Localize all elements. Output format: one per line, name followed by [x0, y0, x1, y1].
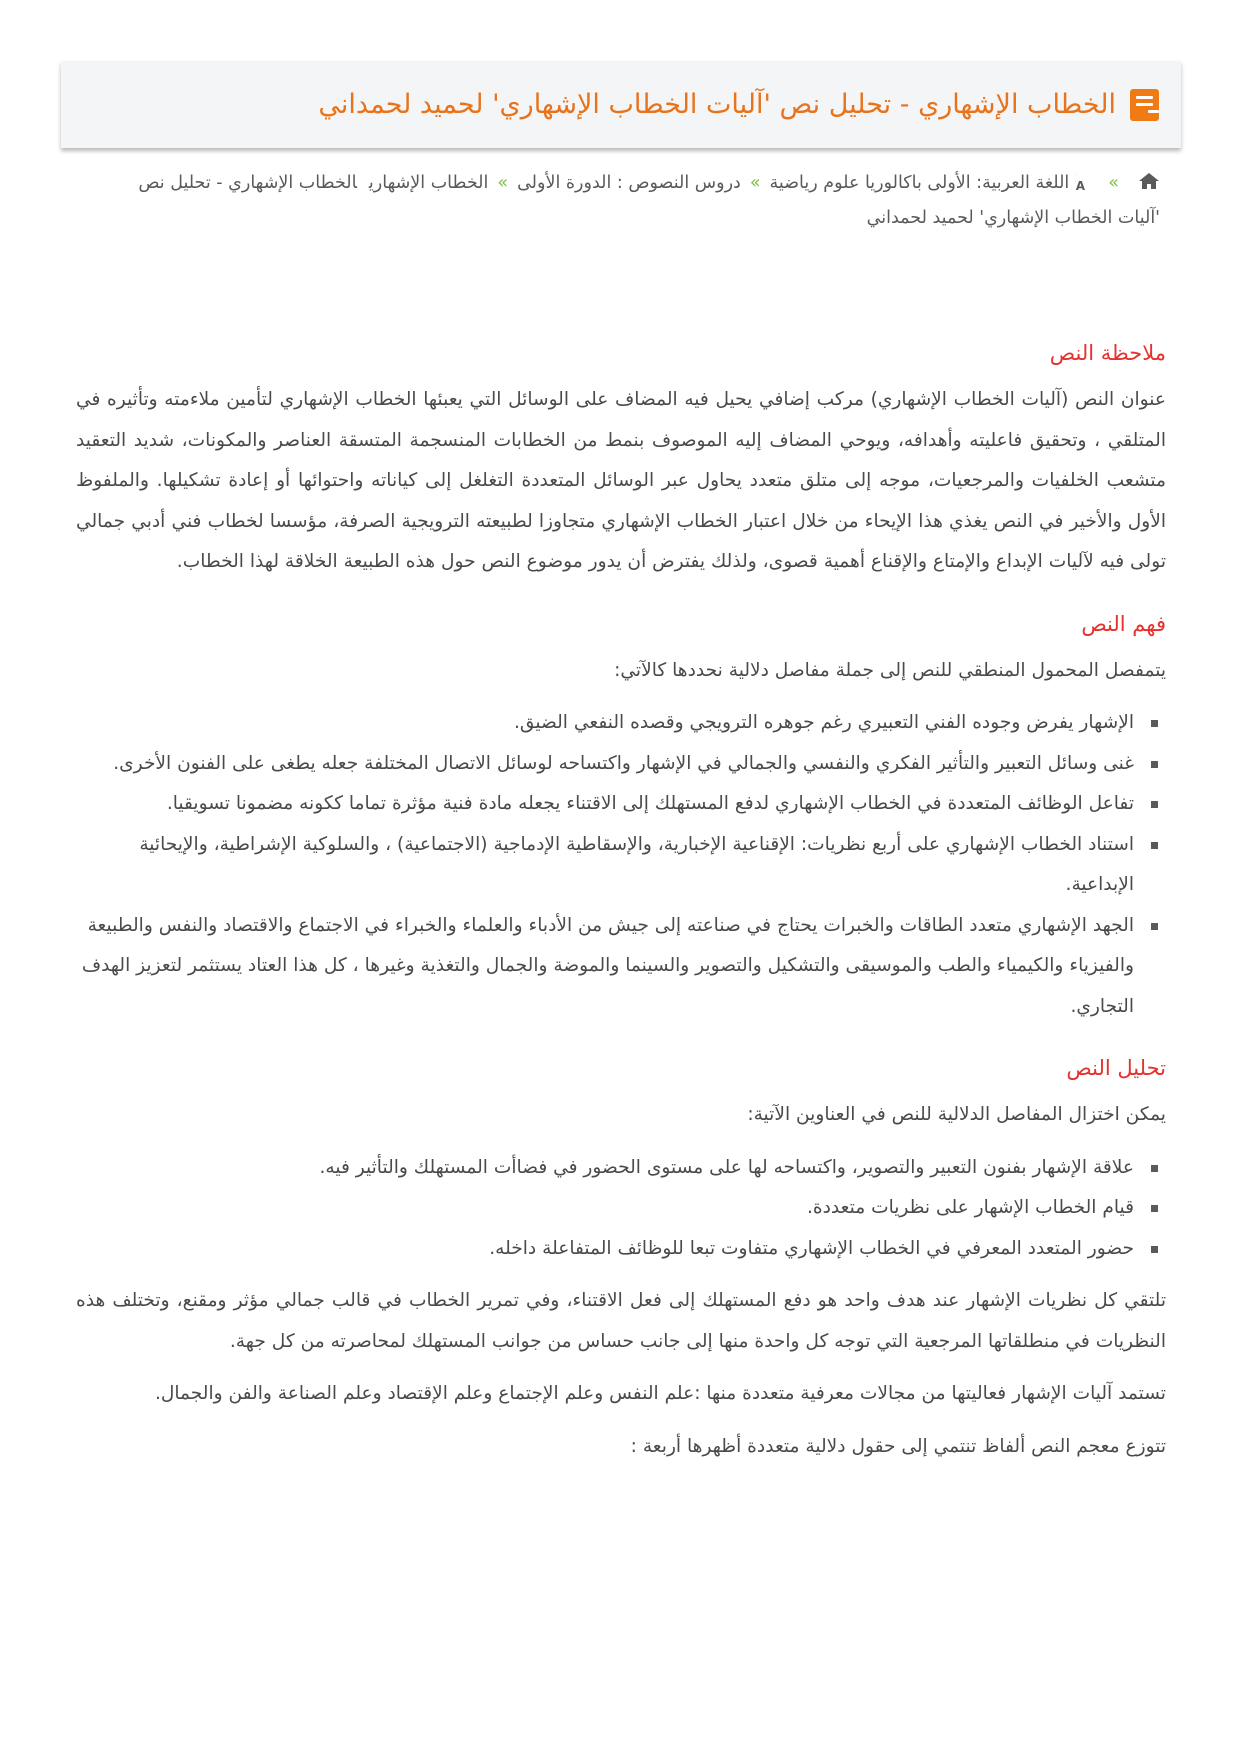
translate-icon: [1075, 170, 1099, 192]
breadcrumb-current-prefix: الخطاب الإشهاري -: [210, 173, 357, 193]
paragraph: يمكن اختزال المفاصل الدلالية للنص في العناوين الآتية:: [747, 1104, 1166, 1125]
section-heading: تحليل النص: [1066, 1056, 1166, 1080]
breadcrumb-separator: »: [749, 173, 761, 193]
paragraph: تستمد آليات الإشهار فعاليتها من مجالات معرفية متعددة منها :علم النفس وعلم الإجتماع وعلم الإقتصاد وعلم الصناعة والفن والجمال.: [154, 1383, 1166, 1404]
breadcrumb-separator: »: [497, 173, 509, 193]
breadcrumb-separator: »: [1108, 173, 1119, 193]
article-icon: [1130, 89, 1159, 121]
breadcrumb-item-unit[interactable]: الخطاب الإشهاري: [368, 173, 489, 193]
list-item: قيام الخطاب الإشهار على نظريات متعددة.: [76, 1188, 1134, 1229]
svg-text:A: A: [1075, 179, 1086, 192]
article-content: [76, 338, 1166, 1467]
list-item: غنى وسائل التعبير والتأثير الفكري والنفسي والجمالي في الإشهار واكتساحه لوسائل الاتصال المختلفة جعله يطغى على الفنون الأخرى.: [76, 744, 1134, 785]
paragraph: يتمفصل المحمول المنطقي للنص إلى جملة مفاصل دلالية نحددها كالآتي:: [614, 659, 1166, 681]
bullet-list: [76, 703, 1166, 1027]
list-item: تفاعل الوظائف المتعددة في الخطاب الإشهاري لدفع المستهلك إلى الاقتناء يجعله مادة فنية مؤثرة تماما ككونه مضمونا تسويقيا.: [76, 784, 1134, 825]
list-item: حضور المتعدد المعرفي في الخطاب الإشهاري متفاوت تبعا للوظائف المتفاعلة داخله.: [76, 1229, 1134, 1270]
paragraph: تلتقي كل نظريات الإشهار عند هدف واحد هو دفع المستهلك إلى فعل الاقتناء، وفي تمرير الخطاب في قالب جمالي مؤثر ومقنع، وتختلف هذه النظريات في منطلقاتها المرجعية التي توجه كل واحدة منها إلى جانب حساس من جوانب المستهلك لمحاصرته من كل جهة.: [76, 1290, 1166, 1352]
breadcrumb-item-lessons[interactable]: دروس النصوص : الدورة الأولى: [517, 173, 741, 193]
section-understanding: [76, 609, 1166, 1028]
paragraph: عنوان النص (آليات الخطاب الإشهاري) مركب إضافي يحيل فيه المضاف على الوسائل التي يعبئها الخطاب الإشهاري لتأمين ملاءمته وتأثيره في المتلقي ، وتحقيق فاعليته وأهدافه، ويوحي المضاف إليه الموصوف بنمط من الخطابات المنسجمة المتسقة العناصر والمكونات، شديد التعقيد متشعب الخلفيات والمرجعيات، موجه إلى متلق متعدد يحاول عبر الوسائل المتعددة التغلغل إلى كياناته واحتوائها أو إعادة تشكيلها. والملفوظ الأول والأخير في النص يغذي هذا الإيحاء من خلال اعتبار الخطاب الإشهاري متجاوزا لطبيعته الترويجية الصرفة، مؤسسا لخطاب فني أدبي جمالي تولى فيه لآليات الإبداع والإمتاع والإقناع أهمية قصوى، ولذلك يفترض أن يدور موضوع النص حول هذه الطبيعة الخلاقة لهذا الخطاب.: [76, 389, 1166, 572]
bullet-list: [76, 1148, 1166, 1270]
section-analysis: [76, 1053, 1166, 1467]
breadcrumb-item-subject[interactable]: اللغة العربية: الأولى باكالوريا علوم رياضية: [769, 173, 1070, 193]
list-item: استناد الخطاب الإشهاري على أربع نظريات: الإقناعية الإخبارية، والإسقاطية الإدماجية (الاجتماعية) ، والسلوكية الإشراطية، والإيحائية الإبداعية.: [76, 825, 1134, 906]
section-heading: ملاحظة النص: [1049, 341, 1166, 365]
home-icon[interactable]: [1138, 172, 1160, 190]
page-title: الخطاب الإشهاري - تحليل نص 'آليات الخطاب الإشهاري' لحميد لحمداني: [318, 89, 1116, 120]
paragraph: تتوزع معجم النص ألفاظ تنتمي إلى حقول دلالية متعددة أظهرها أربعة :: [630, 1435, 1166, 1457]
section-heading: فهم النص: [1081, 611, 1166, 636]
list-item: الجهد الإشهاري متعدد الطاقات والخبرات يحتاج في صناعته إلى جيش من الأدباء والعلماء والخبراء في الاجتماع والاقتصاد والنفس والطبيعة والفيزياء والكيمياء والطب والموسيقى والتشكيل والتصوير والسينما والموضة والجمال والتغذية وغيرها ، كل هذا العتاد يستثمر لتعزيز الهدف التجاري.: [76, 906, 1134, 1028]
breadcrumb: [108, 166, 1160, 236]
list-item: الإشهار يفرض وجوده الفني التعبيري رغم جوهره الترويجي وقصده النفعي الضيق.: [76, 703, 1134, 744]
breadcrumb-current: تحليل نص 'آليات الخطاب الإشهاري' لحميد لحمداني: [138, 173, 1160, 228]
list-item: علاقة الإشهار بفنون التعبير والتصوير، واكتساحه لها على مستوى الحضور في فضاأت المستهلك والتأثير فيه.: [76, 1148, 1134, 1189]
page-header: [61, 61, 1181, 148]
section-observation: [76, 338, 1166, 583]
